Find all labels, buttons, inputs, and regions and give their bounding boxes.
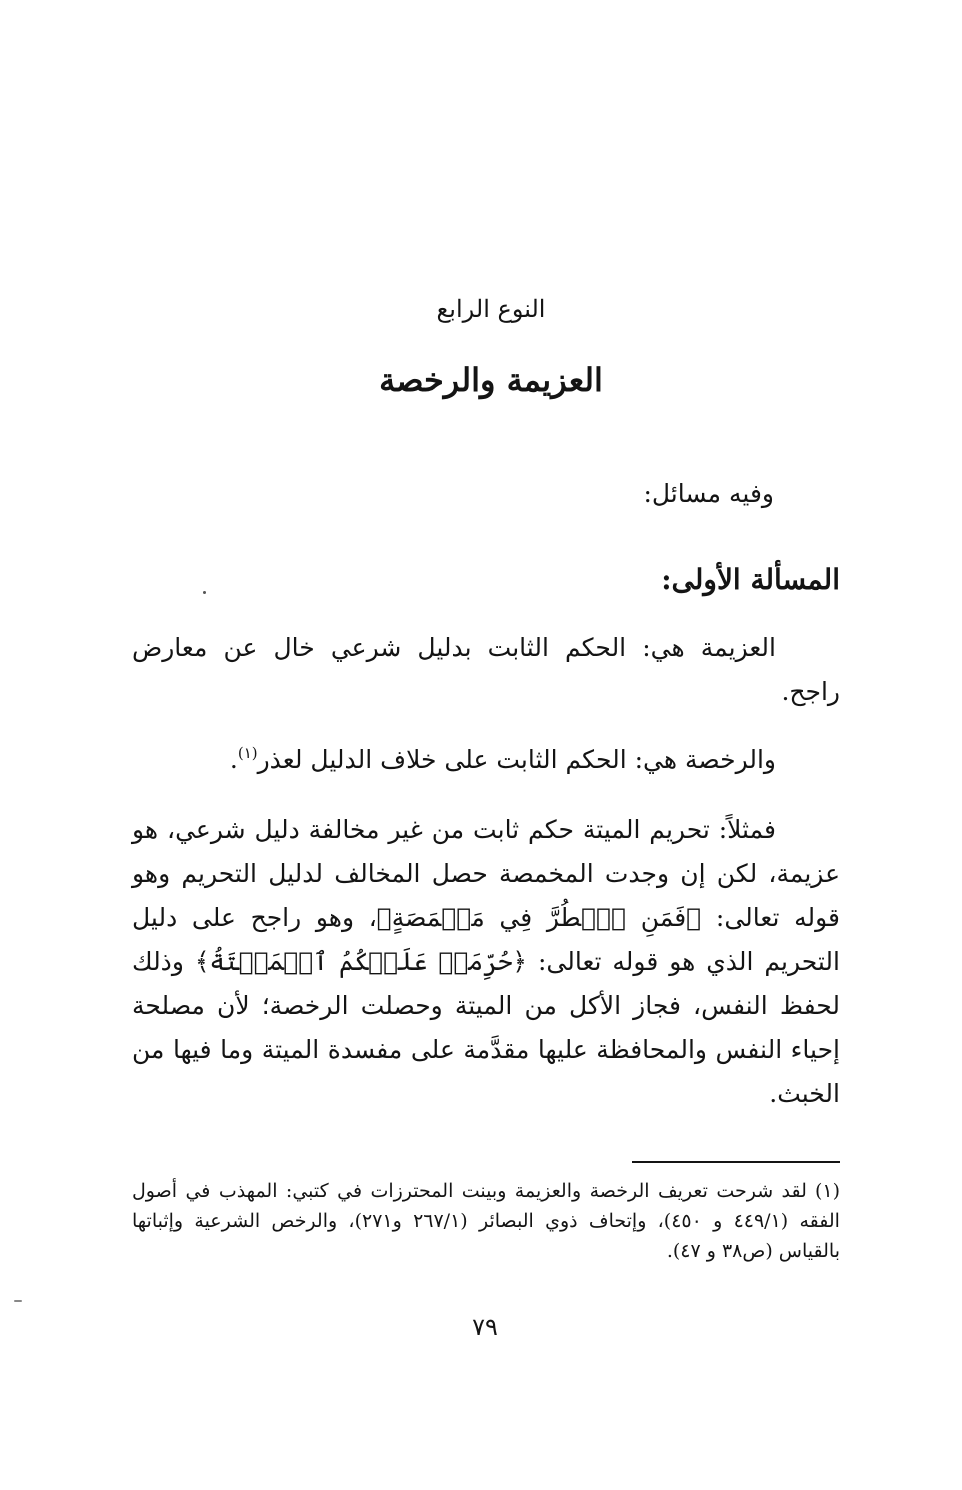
footnote-separator [632,1161,840,1163]
footnote-reference[interactable]: (١) [237,744,258,762]
example-text-part3: وذلك لحفظ النفس، فجاز الأكل من الميتة وحصلت الرخصة؛ لأن مصلحة إحياء النفس والمحافظة عليها مقدَّمة على مفسدة الميتة وما فيها من الخبث. [132,947,840,1108]
definition-rukhsa-paragraph [132,738,840,782]
example-text-part2: ، وهو راجح على دليل التحريم الذي هو قوله تعالى: [132,903,840,976]
issue-heading: المسألة الأولى: [661,563,840,596]
example-paragraph [132,808,840,1116]
section-label: النوع الرابع [436,295,546,323]
quran-verse-2: ﴿حُرِّمَتۡ عَلَيۡكُمُ ٱلۡمَيۡتَةُ﴾ [194,947,528,976]
scan-speck [14,1300,22,1302]
quran-verse-1: ﴿فَمَنِ ٱضۡطُرَّ فِي مَخۡمَصَةٍ﴾ [376,903,702,932]
scan-speck [203,591,206,594]
sentence-end: . [229,745,238,774]
chapter-title: العزيمة والرخصة [379,361,603,399]
footnote-text: لقد شرحت تعريف الرخصة والعزيمة وبينت المحترزات في كتبي: المهذب في أصول الفقه (٤٤٩/١ و ٤٥٠)، وإتحاف ذوي البصائر (٢٦٧/١ و٢٧١)، والرخص الشرعية وإثباتها بالقياس (ص٣٨ و ٤٧). [132,1180,840,1262]
page-number: ٧٩ [472,1313,498,1341]
example-text-part1: فمثلاً: تحريم الميتة حكم ثابت من غير مخالفة دليل شرعي، هو عزيمة، لكن إن وجدت المخمصة حصل المخالف لدليل التحريم وهو قوله تعالى: [132,815,840,932]
footnote [132,1176,840,1266]
definition-azeema-paragraph [132,626,840,714]
footnote-number: (١) [814,1180,840,1202]
intro-line: وفيه مسائل: [643,479,774,508]
definition-rukhsa-text: والرخصة هي: الحكم الثابت على خلاف الدليل لعذر [257,745,776,774]
definition-azeema-text: العزيمة هي: الحكم الثابت بدليل شرعي خال عن معارض راجح. [132,633,840,706]
